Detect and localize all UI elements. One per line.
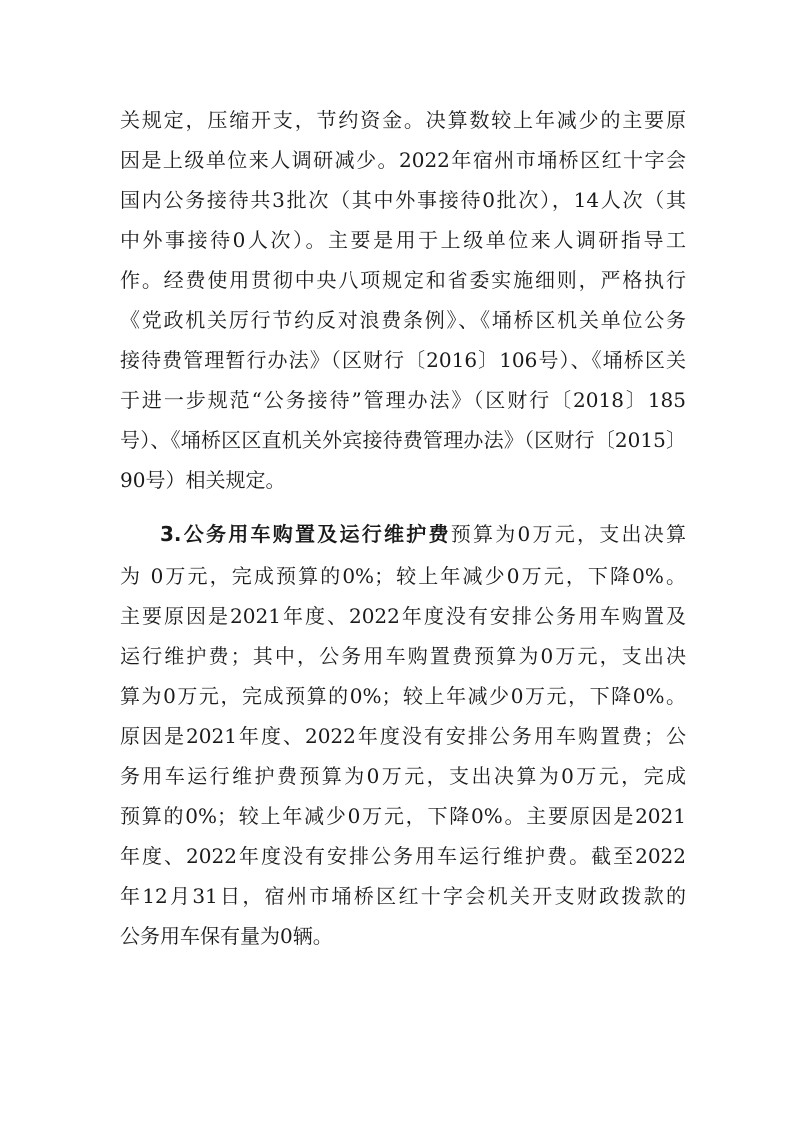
paragraph-1-line-9: 号）、《埇桥区区直机关外宾接待费管理办法》（区财行〔2015〕 xyxy=(120,428,686,452)
paragraph-2-line-4: 运行维护费；其中，公务用车购置费预算为0万元，支出决 xyxy=(120,644,686,668)
paragraph-2-line-10: 年12月31日，宿州市埇桥区红十字会机关开支财政拨款的 xyxy=(120,884,686,908)
paragraph-2-line-8: 预算的0%；较上年减少0万元，下降0%。主要原因是2021 xyxy=(120,804,686,828)
paragraph-1-line-7: 接待费管理暂行办法》（区财行〔2016〕106号）、《埇桥区关 xyxy=(120,348,686,372)
paragraph-2-line-2: 为 0万元，完成预算的0%；较上年减少0万元，下降0%。 xyxy=(120,564,686,588)
paragraph-2-line-11: 公务用车保有量为0辆。 xyxy=(120,924,333,948)
paragraph-1-line-1: 关规定，压缩开支，节约资金。决算数较上年减少的主要原 xyxy=(120,108,686,132)
paragraph-2-first-line-text: 预算为0万元，支出决算 xyxy=(450,522,686,546)
paragraph-2-line-3: 主要原因是2021年度、2022年度没有安排公务用车购置及 xyxy=(120,604,686,628)
paragraph-1-line-6: 《党政机关厉行节约反对浪费条例》、《埇桥区机关单位公务 xyxy=(120,308,686,332)
paragraph-2-line-7: 务用车运行维护费预算为0万元，支出决算为0万元，完成 xyxy=(120,764,686,788)
paragraph-2-line-9: 年度、2022年度没有安排公务用车运行维护费。截至2022 xyxy=(120,844,686,868)
paragraph-2-first-line xyxy=(160,514,686,554)
paragraph-1-line-2: 因是上级单位来人调研减少。2022年宿州市埇桥区红十字会 xyxy=(120,148,686,172)
paragraph-1-line-5: 作。经费使用贯彻中央八项规定和省委实施细则，严格执行 xyxy=(120,268,686,292)
paragraph-1-line-10: 90号）相关规定。 xyxy=(120,468,286,492)
paragraph-2-line-6: 原因是2021年度、2022年度没有安排公务用车购置费；公 xyxy=(120,724,686,748)
paragraph-1-line-8: 于进一步规范“公务接待”管理办法》（区财行〔2018〕185 xyxy=(120,388,686,412)
paragraph-1-line-4: 中外事接待0人次）。主要是用于上级单位来人调研指导工 xyxy=(120,228,686,252)
paragraph-1-line-3: 国内公务接待共3批次（其中外事接待0批次），14人次（其 xyxy=(120,188,686,212)
section-heading: 3.公务用车购置及运行维护费 xyxy=(160,522,451,546)
paragraph-2-line-5: 算为0万元，完成预算的0%；较上年减少0万元，下降0%。 xyxy=(120,684,686,708)
